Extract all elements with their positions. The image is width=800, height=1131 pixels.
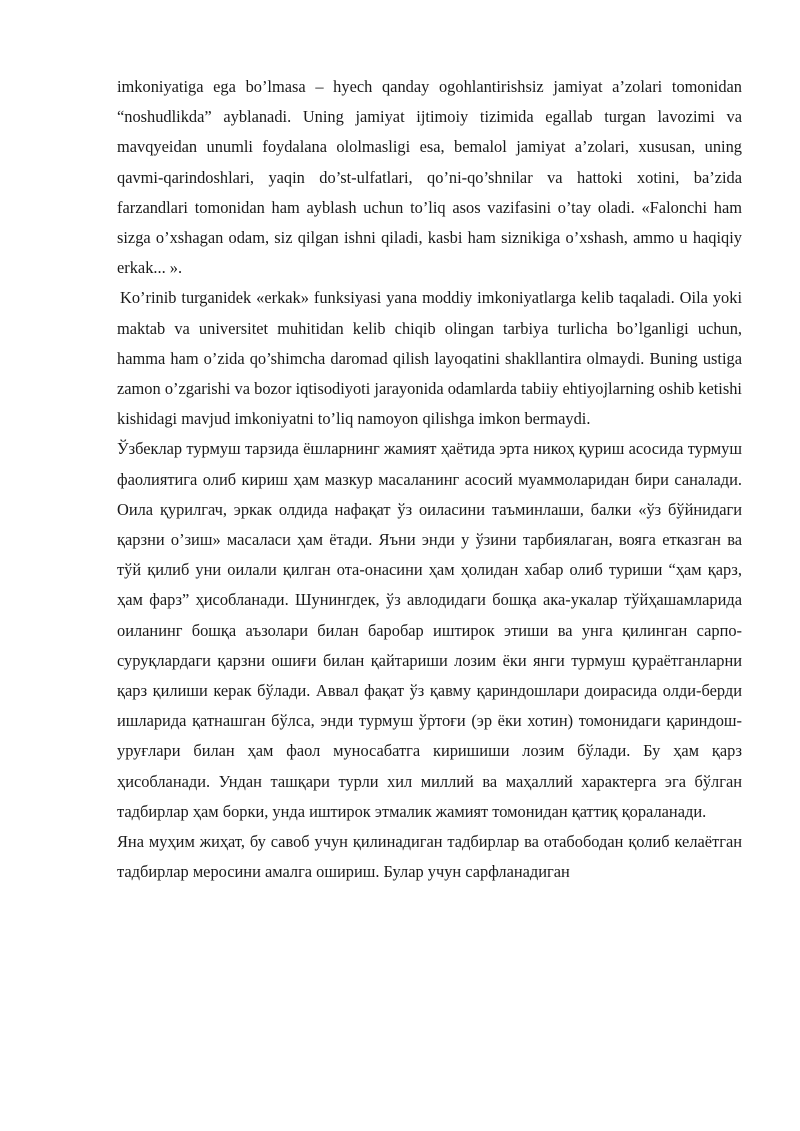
paragraph-4: Яна муҳим жиҳат, бу савоб учун қилинадиган тадбирлар ва отабободан қолиб келаётган тадбирлар меросини амалга ошириш. Булар учун сарфланадиган — [117, 832, 742, 882]
paragraph-2: Ko’rinib turganidek «erkak» funksiyasi yana moddiy imkoniyatlarga kelib taqaladi. Oila yoki maktab va universitet muhitidan kelib chiqib olingan tarbiya turlicha bo’lganligi uchun, hamma ham o’zida qo’shimcha daromad qilish layoqatini shakllantira olmaydi. Buning ustiga zamon o’zgarishi va bozor iqtisodiyoti jarayonida odamlarda tabiiy ehtiyojlarning oshib ketishi kishidagi mavjud imkoniyatni to’liq namoyon qilishga imkon bermaydi. — [117, 288, 742, 429]
paragraph-1: imkoniyatiga ega bo’lmasa – hyech qanday ogohlantirishsiz jamiyat a’zolari tomonidan “noshudlikda” ayblanadi. Uning jamiyat ijtimoiy tizimida egallab turgan lavozimi va mavqyeidan unumli foydalana ololmasligi esa, bemalol jamiyat a’zolari, xususan, uning qavmi-qarindoshlari, yaqin do’st-ulfatlari, qo’ni-qo’shnilar va hattoki xotini, ba’zida farzandlari tomonidan ham ayblash uchun to’liq asos vazifasini o’tay oladi. «Falonchi ham sizga o’xshagan odam, siz qilgan ishni qiladi, kasbi ham siznikiga o’xshash, ammo u haqiqiy erkak... ». — [117, 77, 742, 278]
paragraph-3: Ўзбеклар турмуш тарзида ёшларнинг жамият ҳаётида эрта никоҳ қуриш асосида турмуш фаолиятига олиб кириш ҳам мазкур масаланинг асосий муаммоларидан бири саналади. Оила қурилгач, эркак олдида нафақат ўз оиласини таъминлаши, балки «ўз бўйнидаги қарзни о’зиш» масаласи ҳам ётади. Яъни энди у ўзини тарбиялаган, вояга етказган ва тўй қилиб уни оилали қилган ота-онасини ҳам ҳолидан хабар олиб туриши “ҳам қарз, ҳам фарз” ҳисобланади. Шунингдек, ўз авлодидаги бошқа ака-укалар тўйҳашамларида оиланинг бошқа аъзолари билан баробар иштирок этиши ва унга қилинган сарпо-суруқлардаги қарзни ошиғи билан қайтариши лозим ёки янги турмуш қураётганларни қарз қилиши керак бўлади. Аввал фақат ўз қавму қариндошлари доирасида олди-берди ишларида қатнашган бўлса, энди турмуш ўртоғи (эр ёки хотин) томонидаги қариндош-уруғлари билан ҳам фаол муносабатга киришиши лозим бўлади. Бу ҳам қарз ҳисобланади. Ундан ташқари турли хил миллий ва маҳаллий характерга эга бўлган тадбирлар ҳам борки, унда иштирок этмалик жамият томонидан қаттиқ қораланади. — [117, 439, 742, 821]
document-body — [117, 72, 742, 887]
